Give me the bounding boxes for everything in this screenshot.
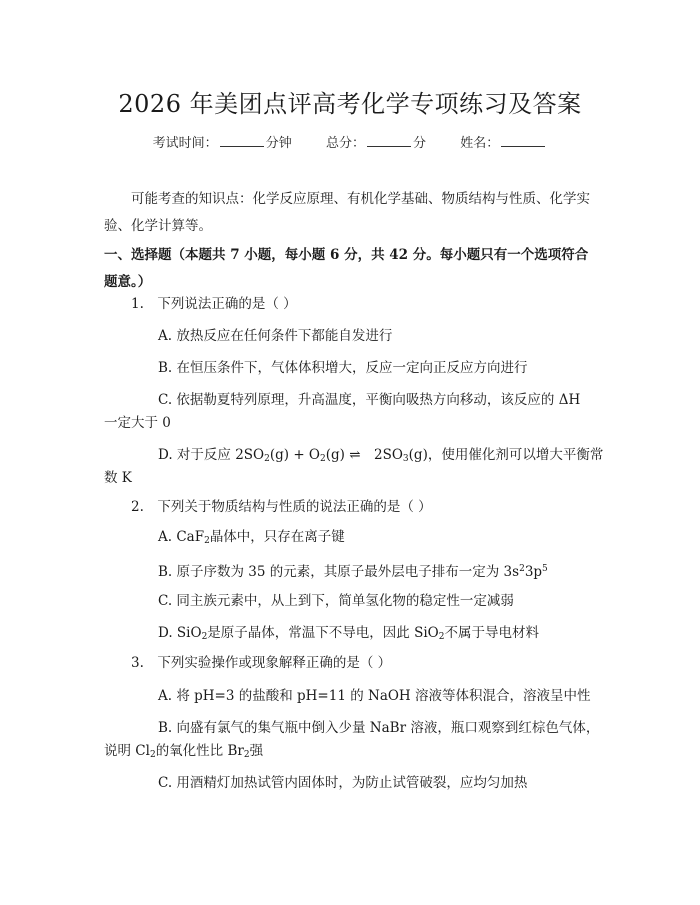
question-3-option-b: B. 向盛有氯气的集气瓶中倒入少量 NaBr 溶液，瓶口观察到红棕色气体， bbox=[158, 720, 600, 736]
document-title: 2026 年美团点评高考化学专项练习及答案 bbox=[118, 90, 582, 118]
question-3-option-a: A. 将 pH=3 的盐酸和 pH=11 的 NaOH 溶液等体积混合，溶液呈中性 bbox=[158, 688, 591, 704]
name-blank bbox=[501, 134, 545, 147]
question-1-stem: 1. 下列说法正确的是（ ） bbox=[131, 296, 297, 312]
question-3-option-b-cont: 说明 $Cl_2$的氧化性比 $Br_2$强 bbox=[104, 743, 264, 760]
question-2-option-c: C. 同主族元素中，从上到下，简单氢化物的稳定性一定减弱 bbox=[158, 593, 514, 609]
name-label: 姓名： bbox=[460, 136, 500, 151]
intro-paragraph: 可能考查的知识点：化学反应原理、有机化学基础、物质结构与性质、化学实验、化学计算等。 bbox=[104, 191, 590, 234]
question-1-option-c-cont: 一定大于 0 bbox=[104, 415, 171, 431]
question-1-option-d: D. 对于反应 $2SO_2(g) + O_2(g)$ ⇌ $2SO_3(g)$，使用催化剂可以增大平衡常 bbox=[158, 447, 604, 464]
question-2-option-b: B. 原子序数为 35 的元素，其原子最外层电子排布一定为 $3s^23p^5$ bbox=[158, 564, 548, 580]
score-label: 总分： bbox=[325, 136, 365, 151]
time-unit: 分钟 bbox=[265, 136, 292, 151]
question-1-option-d-cont: 数 K bbox=[104, 470, 132, 486]
score-blank bbox=[367, 134, 411, 147]
section-heading: 一、选择题（本题共 7 小题，每小题 6 分，共 42 分。每小题只有一个选项符合题意。） bbox=[104, 247, 589, 290]
question-2-stem: 2. 下列关于物质结构与性质的说法正确的是（ ） bbox=[131, 499, 432, 515]
question-1-option-b: B. 在恒压条件下，气体体积增大，反应一定向正反应方向进行 bbox=[158, 360, 528, 376]
question-1-option-c: C. 依据勒夏特列原理，升高温度，平衡向吸热方向移动，该反应的 ΔH bbox=[158, 392, 581, 408]
time-label: 考试时间： bbox=[152, 136, 218, 151]
score-unit: 分 bbox=[413, 136, 427, 151]
exam-meta bbox=[0, 132, 700, 151]
question-1-option-a: A. 放热反应在任何条件下都能自发进行 bbox=[158, 328, 393, 344]
question-2-option-a: A. CaF$_2$晶体中，只存在离子键 bbox=[158, 529, 345, 546]
time-blank bbox=[220, 134, 264, 147]
question-2-option-d: D. SiO$_2$是原子晶体，常温下不导电，因此 SiO$_2$不属于导电材料 bbox=[158, 625, 539, 642]
question-3-option-c: C. 用酒精灯加热试管内固体时，为防止试管破裂，应均匀加热 bbox=[158, 775, 528, 791]
question-3-stem: 3. 下列实验操作或现象解释正确的是（ ） bbox=[131, 655, 392, 671]
